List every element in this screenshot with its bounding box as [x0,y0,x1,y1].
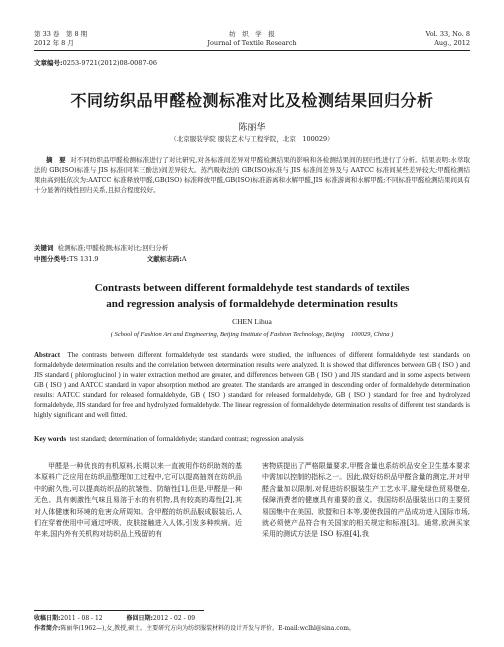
received-label: 收稿日期: [34,615,61,622]
abstract-en [34,350,470,420]
received-date: 2011 - 08 - 12 [60,615,103,622]
author-bio-label: 作者简介: [34,625,61,632]
header-right [426,30,470,48]
author-bio-text: 陈丽华(1962—),女,教授,硕士。主要研究方向为纺织服装材料的设计开发与评价。E-mail:wclhl@sina.com。 [60,625,355,632]
abstract-cn-text: 对不同纺织品甲醛检测标准进行了对比研究,对各标准间差异对甲醛检测结果的影响和各检测结果间的回归性进行了分析。结果表明:水萃取法的 GB(ISO)标准与 JIS 标准(同苯三酚法)间差异较大。蒸汽吸收法的 GB(ISO)标准与 JIS 标准间差异及与 AATCC 标准间某些差异较大;甲醛检测结果由高到低依次为:AATCC 标准释放甲醛,GB(ISO) 标准释放甲醛,GB(ISO)标准游离和水解甲醛,JIS 标准游离和水解甲醛;不同标准甲醛检测结果间具有十分显著的线性回归关系,且拟合程度较好。 [34,156,470,194]
header-rule [34,50,470,51]
affiliation-en: ( School of Fashion Art and Engineering, Beijing Institute of Fashion Technology, Beijing 100029, China ) [110,331,394,338]
article-number [34,58,157,67]
author-cn: 陈丽华 [238,123,266,133]
volume-en: Vol. 33, No. 8 [425,30,470,38]
date-en: Aug., 2012 [434,39,470,47]
date-cn: 2012 年 8 月 [34,39,74,47]
keywords-en-text: test standard; determination of formaldehyde; standard contrast; regression analysis [69,435,304,443]
author-en: CHEN Lihua [232,317,272,326]
doc-code-value: A [181,255,187,263]
classification-label: 中图分类号: [34,255,70,263]
title-en-line-2: and regression analysis of formaldehyde determination results [106,298,398,310]
abstract-en-label: Abstract [34,351,61,359]
title-en [34,280,470,312]
title-en-line-1: Contrasts between different formaldehyde test standards of textiles [94,282,410,294]
footnote-rule [34,610,204,611]
keywords-cn [34,243,470,253]
abstract-cn [34,155,470,195]
keywords-en [34,434,470,444]
keywords-cn-label: 关键词 [34,244,54,252]
volume-cn: 第 33 卷 第 8 期 [34,30,88,38]
header-center [34,30,470,48]
doc-code-label: 文献标志码: [146,255,182,263]
journal-cn: 纺 织 学 报 [229,30,275,38]
body-column-left: 甲醛是一种优良的有机原料,长期以来一直被用作纺织助剂的基本原料广泛应用在纺织品整理加工过程中,它可以提高抽剂在纺织品中的耐久性,可以提高纺织品的抗皱性、防缩性[1],但是,甲醛是一种无色、具有刺激性气味且易溶于水的有机物,具有较高的毒性[2],其对人体健康和环境的危害众所周知。含甲醛的纺织品服成服装后,人们在穿着使用中可通过呼吸、皮肤接触进入人体,引发多种疾病。近年来,国内外有关机构对纺织品上残留的有 [34,462,242,539]
keywords-cn-text: 检测标准;甲醛检测;标准对比;回归分析 [57,244,169,252]
revised-date: 2012 - 02 - 09 [152,615,196,622]
classification-value: TS 131.9 [69,255,99,263]
body-column-right: 害物质提出了严格限量要求,甲醛含量也系纺织品安全卫生基本要求中需加以控制的指标之一。因此,做好纺织品甲醛含量的测定,并对甲醛含量加以限制,对促进纺织服装生产工艺水平,避免绿色贸易壁垒,保障消费者的健康具有重要的意义。我国纺织品服装出口的主要贸易国集中在美国、欧盟和日本等,要使我国的产品成功进入国际市场,就必须使产品符合有关国家的相关规定和标准[3]。通常,欧洲买家采用的测试方法是 ISO 标准[4],我 [262,462,470,539]
revised-label: 修回日期: [126,615,153,622]
title-cn: 不同纺织品甲醛检测标准对比及检测结果回归分析 [70,91,434,110]
keywords-en-label: Key words [34,435,67,443]
footnote-author [34,624,470,633]
footnote-dates [34,614,470,623]
classification-cn [34,254,470,264]
abstract-en-text: The contrasts between different formaldehyde test standards were studied, the influences of different formaldehyde test standards on formaldehyde determination results and the correlation between determination results were analyzed. It is showed that differences between GB ( ISO ) and JIS standard ( phloroglucinol ) in water extraction method are greater, and differences between GB ( ISO ) and JIS standard and in some aspects between GB ( ISO ) and AATCC standard in vapor absorption method are greater. The standards are arranged in descending order of formaldehyde determination results: AATCC standard for released formaldehyde, GB ( ISO ) standard for released formaldehyde, GB ( ISO ) standard for free and hydrolyzed formaldehyde, JIS standard for free and hydrolyzed formaldehyde. The linear regression of formaldehyde determination results of different test standards is highly significant and well fitted. [34,351,471,419]
journal-en: Journal of Textile Research [207,39,297,47]
abstract-cn-label: 摘 要 [46,156,66,164]
affiliation-cn: （北京服装学院 服装艺术与工程学院，北京 100029） [170,135,334,143]
article-number-value: 0253-9721(2012)08-0087-06 [62,59,157,67]
article-number-label: 文章编号: [34,59,63,67]
